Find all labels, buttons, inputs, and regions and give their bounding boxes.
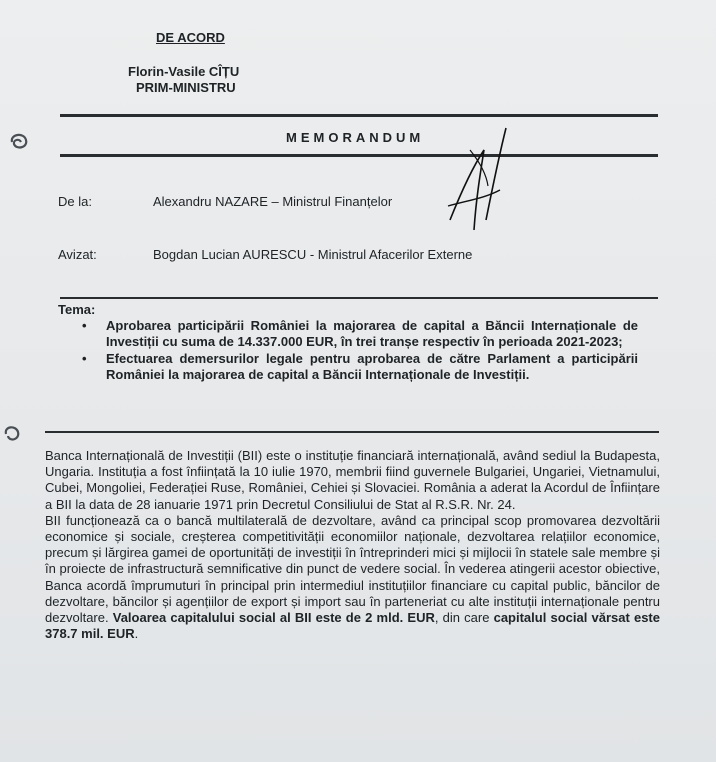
bullet-icon: •: [82, 318, 87, 333]
body-paragraph: Banca Internațională de Investiții (BII) este o instituție financiară internațională, având sediul la Budapesta, Ungaria. Instituția a fost înființată la 10 iulie 1970, membrii fiind guvernele Bulgariei, Ungariei, Vietnamului, Cubei, Mongoliei, Federației Ruse, României, Cehiei și Slovaciei. România a aderat la Acordul de Înființare a BII la data de 28 ianuarie 1971 prin Decretul Consiliului de Stat al R.S.R. Nr. 24.: [45, 448, 660, 512]
field-label: Avizat:: [58, 247, 97, 262]
memo-body: [45, 448, 660, 642]
tema-list: [78, 318, 638, 384]
capital-total: Valoarea capitalului social al BII este de 2 mld. EUR: [112, 610, 435, 626]
signer-name: Florin-Vasile CÎȚU: [128, 64, 240, 79]
tema-label: Tema:: [58, 302, 96, 317]
field-value: Bogdan Lucian AURESCU - Ministrul Afacerilor Externe: [153, 247, 473, 262]
list-item: [78, 318, 638, 350]
memo-rule: [60, 154, 658, 157]
approval-heading: DE ACORD: [156, 30, 225, 45]
signer-role: PRIM-MINISTRU: [136, 80, 236, 95]
memo-title: MEMORANDUM: [286, 130, 425, 145]
tema-item-text: Aprobarea participării României la majorarea de capital a Băncii Internaționale de Investiții cu suma de 14.337.000 EUR, în trei tranșe respectiv în perioada 2021-2023;: [106, 318, 638, 349]
field-label: De la:: [58, 194, 92, 209]
capital-paid: capitalul social vărsat este 378.7 mil. EUR: [45, 610, 660, 642]
signer-block: [128, 64, 239, 96]
top-rule: [60, 114, 658, 117]
list-item: [78, 351, 638, 383]
margin-mark-icon: [4, 128, 38, 154]
field-value: Alexandru NAZARE – Ministrul Finanțelor: [153, 194, 393, 209]
body-paragraph: BII funcționează ca o bancă multilaterală de dezvoltare, având ca principal scop promovarea dezvoltării economice și sociale, creșterea competitivității economiilor naționale, dezvoltarea relațiilor economice, precum și lărgirea gamei de oportunități de investiții în întreprinderi mici și mijlocii în statele sale membre și în proiecte de infrastructură semnificative din punct de vedere social. În vederea atingerii acestor obiective, Banca acordă împrumuturi în principal prin intermediul instituțiilor financiare cu capital public, băncilor de dezvoltare, băncilor și agențiilor de export și import sau în parteneriat cu alte instituții internaționale pentru dezvoltare. Valoarea capitalului social al BII este de 2 mld. EUR, din care capitalul social vărsat este 378.7 mil. EUR.: [45, 512, 660, 642]
margin-mark-icon: [0, 422, 24, 446]
tema-item-text: Efectuarea demersurilor legale pentru aprobarea de către Parlament a participării României la majorarea de capital a Băncii Internaționale de Investiții.: [106, 351, 638, 382]
signature-icon: [440, 120, 520, 240]
tema-top-rule: [60, 297, 658, 299]
bullet-icon: •: [82, 351, 87, 366]
tema-bottom-rule: [45, 431, 659, 433]
